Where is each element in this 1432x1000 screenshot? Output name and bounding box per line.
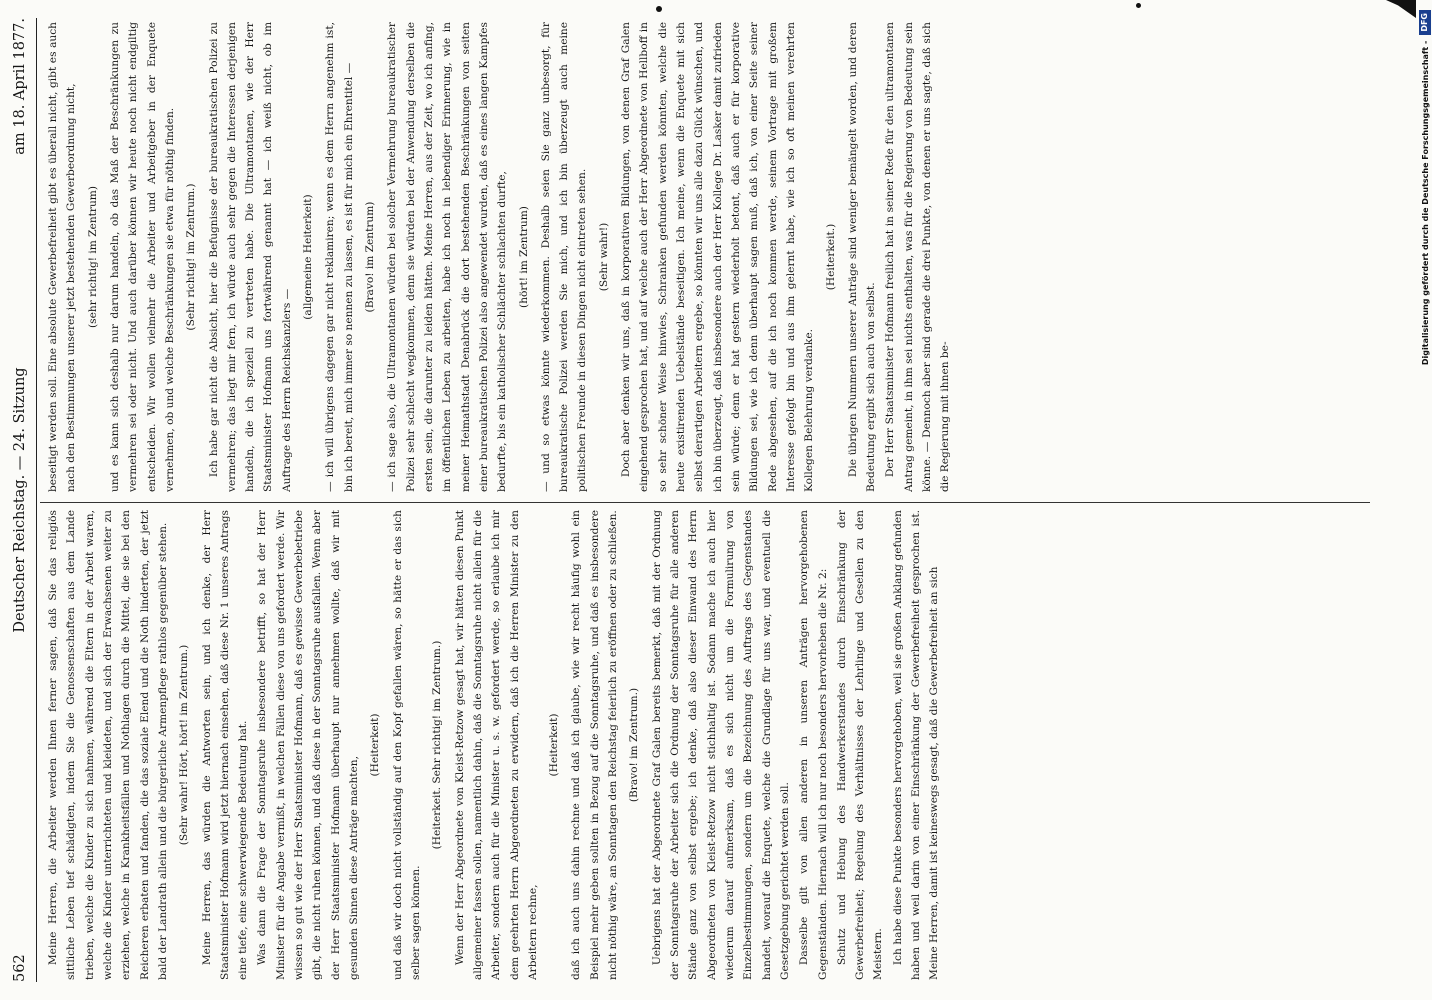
paragraph: — ich will übrigens dagegen gar nicht reklamiren; wenn es dem Herrn angenehm ist, bin ich bereit, mich immer so nennen zu lassen, es ist für mich ein Ehrentitel — xyxy=(324,22,355,492)
dfg-logo: DFG xyxy=(1419,10,1431,35)
paragraph: Die übrigen Nummern unserer Anträge sind weniger bemängelt worden, und deren Bedeutung ergibt sich auch von selbst. xyxy=(846,22,878,492)
credit-text: Digitalisierung gefördert durch die Deutsche Forschungsgemeinschaft - xyxy=(1420,40,1430,366)
interjection: (hört! im Zentrum) xyxy=(517,206,530,308)
interjection: (Heiterkeit) xyxy=(548,713,561,777)
paragraph: beseitigt werden soll. Eine absolute Gewerbefreiheit gibt es überall nicht, gibt es auch nach den Bestimmungen unserer jetzt bestehenden Gewerbeordnung nicht, xyxy=(47,22,78,492)
paragraph: Ich habe diese Punkte besonders hervorgehoben, weil sie großen Anklang gefunden haben und weil darin von einer Einschränkung der Gewerbefreiheit gesprochen ist. Meine Herren, damit ist keineswegs gesagt, daß die Gewerbefreiheit an sich xyxy=(891,510,941,980)
digitization-credit xyxy=(1418,10,1432,990)
paragraph: Ich habe gar nicht die Absicht, hier die Befugnisse der bureaukratischen Polizei zu vermehren; das liegt mir fern, ich würde auch sehr gegen die Interessen derjenigen handeln, die ich speziell zu vertreten habe. Die Ultramontanen, wie der Herr Staatsminister Hofmann uns fortwährend genannt hat — ich weiß nicht, ob im Auftrage des Herrn Reichskanzlers — xyxy=(207,22,293,492)
paragraph: — ich sage also, die Ultramontanen würden bei solcher Vermehrung bureaukratischer Polizei sehr schlecht wegkommen, denn sie würden bei der Anwendung derselben die ersten sein, die darunter zu leiden hätten. Meine Herren, aus der Zeit, wo ich anfing, im öffentlichen Leben zu arbeiten, habe ich noch in lebendiger Erinnerung, wie in meiner Heimathstadt Denabrück die dort bestehenden Beschränkungen von seiten einer bureaukratischen Polizei also angewendet wurden, daß es eines langen Kampfes bedurfte, bis ein katholischer Schlächter schlachten durfte, xyxy=(386,22,509,492)
paragraph: Meine Herren, das würden die Antworten sein, und ich denke, der Herr Staatsminister Hofmann wird jetzt hiernach einsehen, daß diese Nr. 1 unseres Antrags eine tiefe, eine schwerwiegende Bedeutung hat. xyxy=(200,510,250,980)
paragraph: Uebrigens hat der Abgeordnete Graf Galen bereits bemerkt, daß mit der Ordnung der Sonntagsruhe der Arbeiter sich die Ordnung der Sonntagsruhe für alle anderen Stände ganz von selbst ergebe; ich denke, daß also dieser Einwand des Herrn Abgeordneten von Kleist-Retzow nicht stichhaltig ist. Sodann mache ich auch hier wiederum darauf aufmerksam, daß es sich nicht um die Formulirung von Einzelbestimmungen, sondern um die Bezeichnung des Auftrags des Gegenstandes handelt, worauf die Enquete, welche die Grundlage für uns war, und eventuell die Gesetzgebung gerichtet werden soll. xyxy=(650,510,791,980)
interjection: (Bravo! im Zentrum) xyxy=(364,201,376,313)
right-column xyxy=(44,22,1364,492)
left-column xyxy=(44,510,1364,980)
column-divider xyxy=(40,502,1370,503)
header-rule xyxy=(36,18,37,982)
running-title: Deutscher Reichstag. — 24. Sitzung xyxy=(12,367,28,633)
paragraph: Schutz und Hebung des Handwerkerstandes durch Einschränkung der Gewerbefreiheit; Regelung des Verhältnisses der Lehrlinge und Gesellen zu den Meistern. xyxy=(835,510,885,980)
paragraph: Meine Herren, die Arbeiter werden Ihnen ferner sagen, daß Sie das religiös sittliche Leben tief schädigten, indem Sie die Genossenschaften aus dem Lande trieben, welche die Kinder zu sich nahmen, während die Eltern in der Arbeit waren, welche die Kinder unterrichteten und kleideten, und sich der Erwachsenen weiter zu erziehen, welche in Krankheitsfällen und Nothlagen durch die Mittel, die sie bei den Reicheren erbaten und fanden, die das soziale Elend und die Noth linderten, der jetzt bald der Landrath allein und die bürgerliche Armenpflege rathlos gegenüber stehen. xyxy=(47,510,169,980)
interjection: (Sehr richtig! im Zentrum.) xyxy=(185,183,198,331)
page-header xyxy=(8,18,38,982)
paragraph: — und so etwas könnte wiederkommen. Deshalb seien Sie ganz unbesorgt, für bureaukratische Polizei werden Sie mich, und ich bin überzeugt auch meine politischen Freunde in diesen Dingen nicht eintreten sehen. xyxy=(539,22,589,492)
interjection: (Sehr wahr! Hört, hört! im Zentrum.) xyxy=(178,644,191,846)
interjection: (Heiterkeit. Sehr richtig! im Zentrum.) xyxy=(431,640,444,850)
interjection: (allgemeine Heiterkeit) xyxy=(302,194,315,320)
page-number: 562 xyxy=(12,954,28,982)
session-date: am 18. April 1877. xyxy=(12,18,28,155)
paragraph: und es kann sich deshalb nur darum handeln, ob das Maß der Beschränkungen zu vermehren sei oder nicht. Und auch darüber können wir heute noch nicht endgiltig entscheiden. Wir wollen vielmehr die Arbeiter und Arbeitgeber in der Enquete vernehmen, ob und welche Beschränkungen sie etwa für nöthig finden. xyxy=(108,22,176,492)
interjection: (sehr richtig! im Zentrum) xyxy=(86,186,99,328)
paragraph: daß ich auch uns dahin rechne und daß ich glaube, wie wir recht häufig wohl ein Beispiel mehr geben sollten in Bezug auf die Sonntagsruhe, und daß es insbesondere nicht nöthig wäre, an Sonntagen den Reichstag feierlich zu eröffnen oder zu schließen. xyxy=(570,510,620,980)
paragraph: Was dann die Frage der Sonntagsruhe insbesondere betrifft, so hat der Herr Minister für die Angabe vermißt, in welchen Fällen diese von uns gefordert werde. Wir wissen so gut wie der Herr Staatsminister Hofmann, daß es gewisse Gewerbebetriebe gibt, die nicht ruhen können, und daß diese in der Sonntagsruhe ausfallen. Wenn aber der Herr Staatsminister Hofmann überhaupt nur annehmen wollte, daß wir mit gesunden Sinnen diese Anträge machten, xyxy=(256,510,360,980)
interjection: (Heiterkeit) xyxy=(369,713,382,777)
paragraph: und daß wir doch nicht vollständig auf den Kopf gefallen wären, so hätte er das sich selber sagen können. xyxy=(391,510,422,980)
interjection: (Bravo! im Zentrum.) xyxy=(628,687,641,803)
interjection: (Heiterkeit.) xyxy=(824,223,837,291)
paragraph: Wenn der Herr Abgeordnete von Kleist-Retzow gesagt hat, wir hätten diesen Punkt allgemeiner fassen sollen, namentlich dahin, daß die Sonntagsruhe nicht allein für die Arbeiter, sondern auch für die Minister u. s. w. gefordert werde, so erlaube ich mir dem geehrten Herrn Abgeordneten zu erwidern, daß ich die Herren Minister zu den Arbeitern rechne, xyxy=(453,510,539,980)
paragraph: Dasselbe gilt von allen anderen in unseren Anträgen hervorgehobenen Gegenständen. Hiernach will ich nur noch besonders hervorheben die Nr. 2: xyxy=(798,510,829,980)
interjection: (Sehr wahr!) xyxy=(597,222,610,292)
paragraph: Doch aber denken wir uns, daß in korporativen Bildungen, von denen Graf Galen eingehend gesprochen hat, und auf welche auch der Herr Abgeordnete von Hellboff in so sehr schöner Weise hinwies, Schranken gefunden werden könnten, welche die heute existirenden Uebelstände beseitigen. Ich meine, wenn die Enquete mit sich selbst derartigen Arbeitern ergebe, so könnten wir uns alle dazu Glück wünschen, und ich bin überzeugt, daß insbesondere auch der Herr Kollege Dr. Lasker damit zufrieden sein würde; denn er hat gestern wiederholt betont, daß auch er für korporative Bildungen sei, wie ich denn überhaupt sagen muß, daß ich, von einer Seite seiner Rede abgesehen, auf die ich noch kommen werde, seinem Vortrage mit großem Interesse gefolgt bin und aus ihm gelernt habe, wie ich so oft meinen verehrten Kollegen Belehrung verdanke. xyxy=(620,22,816,492)
paragraph: Der Herr Staatsminister Hofmann freilich hat in seiner Rede für den ultramontanen Antrag gemeint, in ihm sei nichts enthalten, was für die Regierung von Bedeutung sein könne. — Dennoch aber sind gerade die drei Punkte, von denen er uns sagte, daß sich die Regierung mit ihnen be- xyxy=(884,22,952,492)
